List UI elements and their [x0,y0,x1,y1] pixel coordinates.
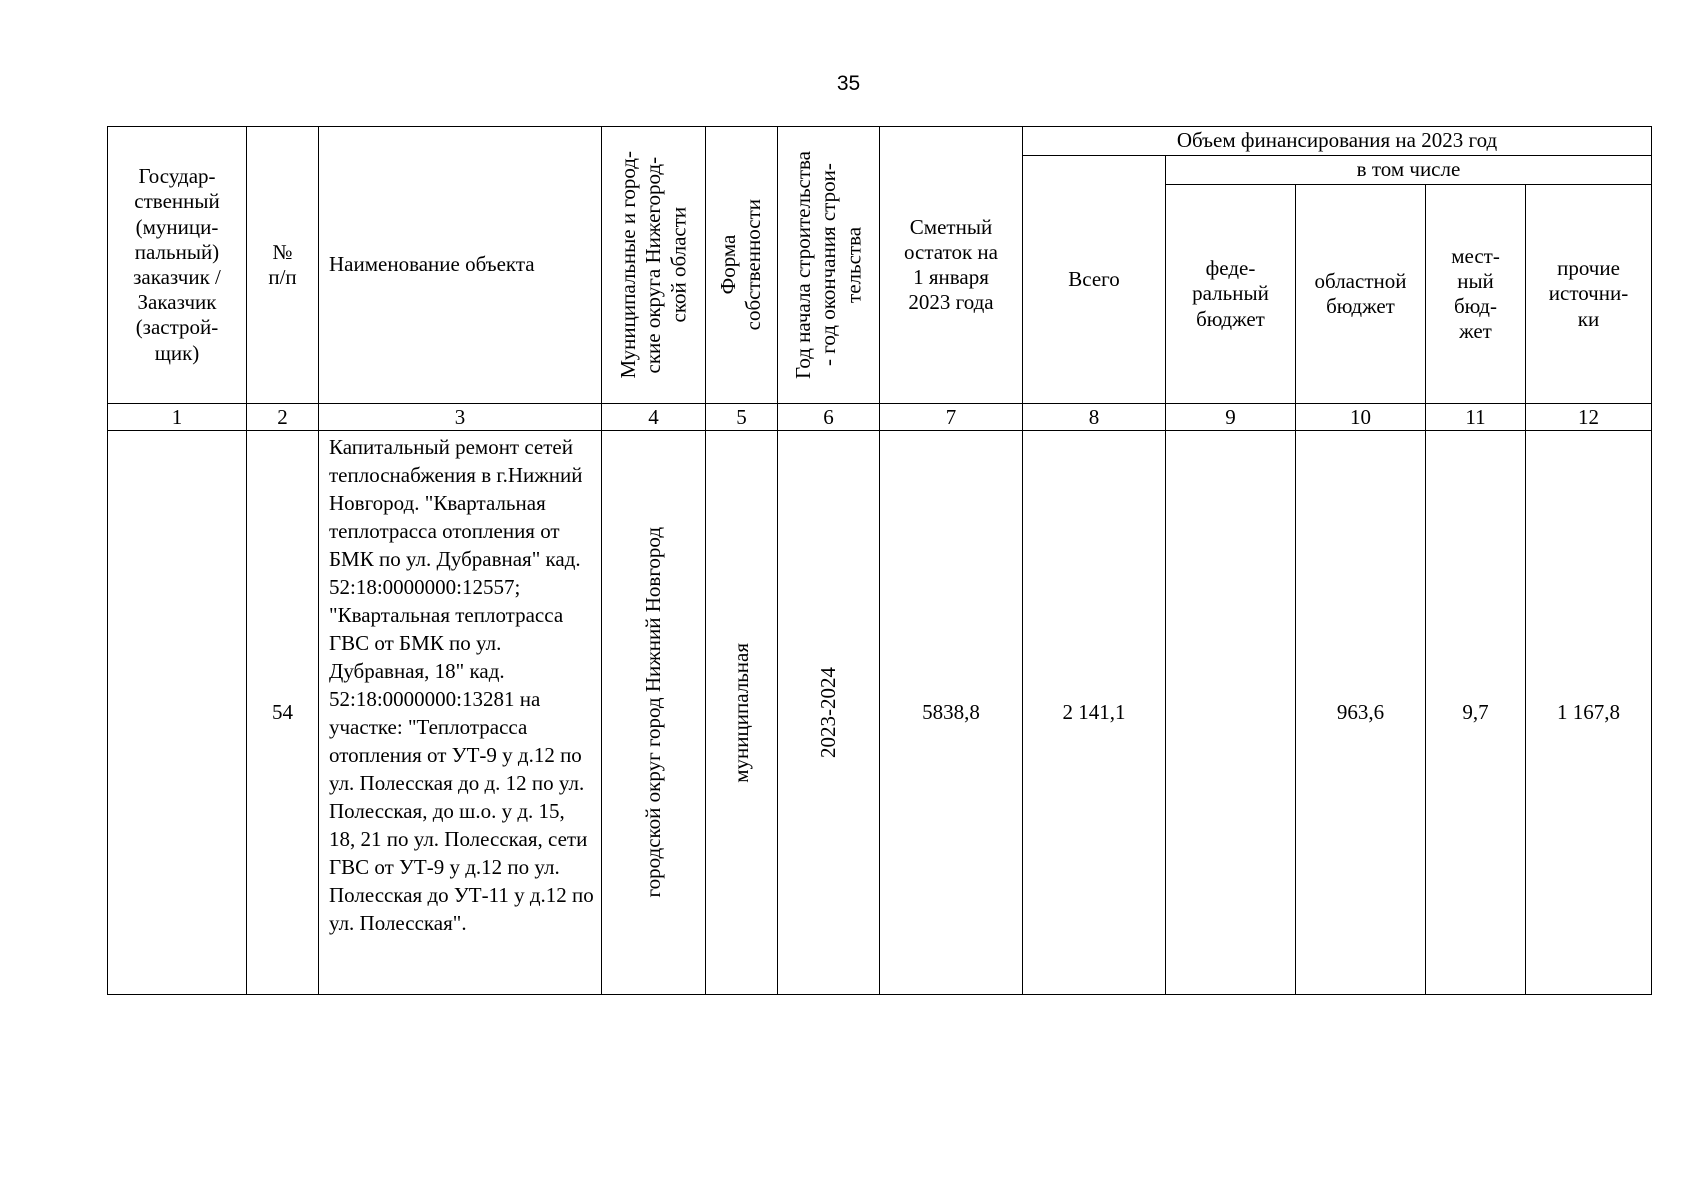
cell-years: 2023-2024 [778,431,880,995]
column-number: 9 [1166,404,1296,431]
cell-customer [108,431,247,995]
column-number: 6 [778,404,880,431]
header-ownership: Форма собственности [706,127,778,404]
cell-estimate: 5838,8 [880,431,1023,995]
header-municipality: Муниципальные и город- ские округа Нижегород- ской области [602,127,706,404]
cell-other: 1 167,8 [1526,431,1652,995]
page-number: 35 [836,72,861,95]
financing-table [107,126,1652,995]
column-number: 1 [108,404,247,431]
header-other: прочие источни- ки [1526,185,1652,404]
header-total: Всего [1023,156,1166,404]
cell-number: 54 [247,431,319,995]
cell-municipality: городской округ город Нижний Новгород [602,431,706,995]
column-number: 3 [319,404,602,431]
header-name: Наименование объекта [319,127,602,404]
header-estimate: Сметный остаток на 1 января 2023 года [880,127,1023,404]
column-number: 12 [1526,404,1652,431]
cell-local: 9,7 [1426,431,1526,995]
column-number: 5 [706,404,778,431]
header-federal: феде- ральный бюджет [1166,185,1296,404]
column-number: 8 [1023,404,1166,431]
header-local: мест- ный бюд- жет [1426,185,1526,404]
header-years: Год начала строительства - год окончания строи- тельства [778,127,880,404]
column-number: 10 [1296,404,1426,431]
header-funding: Объем финансирования на 2023 год [1023,127,1652,156]
cell-ownership: муниципальная [706,431,778,995]
column-number: 4 [602,404,706,431]
cell-regional: 963,6 [1296,431,1426,995]
header-customer: Государ- ственный (муници- пальный) заказчик / Заказчик (застрой- щик) [108,127,247,404]
cell-object-name: Капитальный ремонт сетей теплоснабжения в г.Нижний Новгород. "Квартальная теплотрасса отопления от БМК по ул. Дубравная" кад. 52:18:0000000:12557; "Квартальная теплотрасса ГВС от БМК по ул. Дубравная, 18" кад. 52:18:0000000:13281 на участке: "Теплотрасса отопления от УТ-9 у д.12 по ул. Полесская до д. 12 по ул. Полесская, до ш.о. у д. 15, 18, 21 по ул. Полесская, сети ГВС от УТ-9 у д.12 по ул. Полесская до УТ-11 у д.12 по ул. Полесская". [319,431,602,995]
cell-total: 2 141,1 [1023,431,1166,995]
table-row [108,431,1652,995]
column-number: 11 [1426,404,1526,431]
header-number: № п/п [247,127,319,404]
header-regional: областной бюджет [1296,185,1426,404]
column-number: 2 [247,404,319,431]
cell-federal [1166,431,1296,995]
column-number: 7 [880,404,1023,431]
header-including: в том числе [1166,156,1652,185]
